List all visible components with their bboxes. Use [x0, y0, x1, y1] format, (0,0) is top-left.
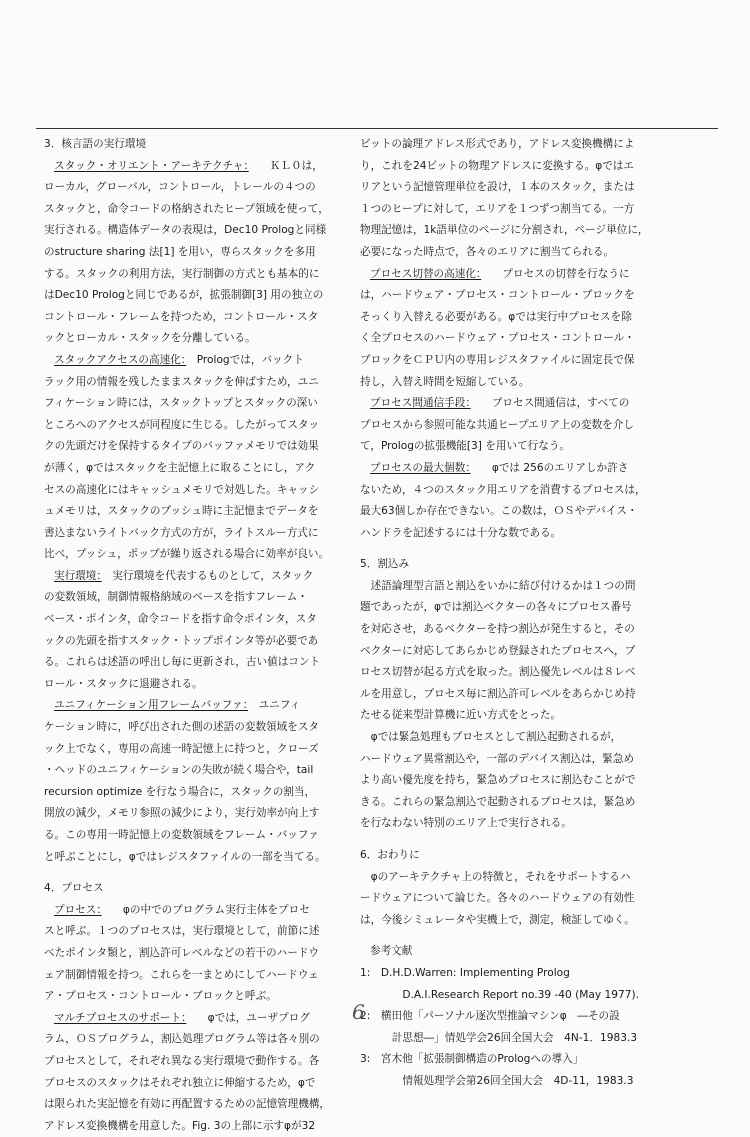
max-procs-lead-line: [360, 458, 680, 480]
body-line: ルを用意し，プロセス毎に割込許可レベルをあらかじめ持: [360, 687, 636, 700]
ipc-lead: プロセス間通信は，すべての: [491, 397, 630, 410]
body-line: ・ヘッドのユニフィケーションの失敗が続く場合や，tail: [44, 764, 314, 777]
body-line: 題であったが，φでは割込ベクターの各々にプロセス番号: [360, 601, 632, 614]
body-line: アドレス変換機構を用意した。Fig. 3の上部に示すφが32: [44, 1119, 316, 1132]
body-line: を行なわない特別のエリア上で実行される。: [360, 817, 572, 830]
body-line: はDec10 Prologと同じであるが，拡張制御[3] 用の独立の: [44, 289, 324, 302]
body-line: クの先頭だけを保持するタイプのバッファメモリでは効果: [44, 440, 319, 453]
body-line: 述語論理型言語と割込をいかに結び付けるかは１つの問: [360, 579, 636, 592]
body-line: リアという記憶管理単位を設け，１本のスタック，または: [360, 181, 635, 194]
max-procs-lead: φでは 256のエリアしか許さ: [491, 461, 629, 474]
unif-buffer-heading: ユニフィケーション用フレームバッファ：: [54, 699, 249, 712]
body-line: ェア制御情報を持つ。これらを一まとめにしてハードウェ: [44, 968, 319, 981]
body-line: 開放の減少，メモリ参照の減少により，実行効率が向上す: [44, 807, 320, 820]
body-line: ック上でなく，専用の高速一時記憶上に持つと，クローズ: [44, 742, 319, 755]
stack-access-lead-line: [44, 350, 349, 372]
body-line: ないため，４つのスタック用エリアを消費するプロセスは，: [360, 483, 646, 496]
body-line: 必要になった時点で，各々のエリアに割当てられる。: [360, 245, 615, 258]
body-line: は，ハードウェア・プロセス・コントロール・ブロックを: [360, 289, 635, 302]
body-line: ケーション時に，呼び出された側の述語の変数領域をスタ: [44, 721, 320, 734]
body-line: そっくり入替える必要がある。φでは実行中プロセスを除: [360, 310, 632, 323]
ipc-lead-line: [360, 393, 680, 415]
reference-line: 2: 横田他「パーソナル逐次型推論マシンφ ―その設: [360, 1010, 620, 1023]
body-line: と呼ぶことにし，φではレジスタファイルの一部を当てる。: [44, 850, 326, 863]
body-line: ードウェアについて論じた。各々のハードウェアの有効性: [360, 892, 635, 905]
body-line: る。この専用一時記憶上の変数領域をフレーム・バッファ: [44, 829, 319, 841]
body-line: て，Prologの拡張機能[3] を用いて行なう。: [360, 440, 571, 453]
body-line: ところへのアクセスが同程度に生じる。したがってスタッ: [44, 418, 320, 431]
body-line: 実行される。構造体データの表現は，Dec10 Prologと同様: [44, 224, 327, 237]
stack-arch-lead-line: [44, 156, 349, 178]
reference-line: 3: 宮木他「拡張制御構造のPrologへの導入」: [360, 1053, 584, 1066]
body-line: プロセスから参照可能な共通ヒープエリア上の変数を介し: [360, 418, 634, 431]
body-line: スタックと，命令コードの格納されたヒープ領域を使って，: [44, 202, 329, 215]
unif-buffer-lead: ユニフィ: [258, 699, 301, 712]
body-line: スと呼ぶ。１つのプロセスは，実行環境として，前節に述: [44, 925, 320, 938]
body-line: は，今後シミュレータや実機上で，測定，検証してゆく。: [360, 913, 635, 926]
stack-access-heading: スタックアクセスの高速化：: [54, 353, 187, 366]
body-line: ラック用の情報を残したままスタックを伸ばすため，ユニ: [44, 375, 319, 388]
right-column: [360, 134, 680, 1093]
multiprocess-lead: φでは，ユーザプログ: [207, 1011, 310, 1024]
process-lead: φの中でのプログラム実行主体をプロセ: [122, 903, 310, 916]
body-line: プロセスのスタックはそれぞれ独立に伸縮するため，φで: [44, 1076, 316, 1089]
body-line: 比べ，プッシュ，ポップが繰り返される場合に効率が良い。: [44, 548, 330, 561]
body-line: の変数領域，制御情報格納域のベースを指すフレーム・: [44, 591, 308, 604]
reference-line: 1: D.H.D.Warren: Implementing Prolog: [360, 966, 570, 979]
body-line: ローカル，グローバル，コントロール，トレールの４つの: [44, 181, 316, 194]
body-line: する。スタックの利用方法，実行制御の方式とも基本的に: [44, 267, 320, 280]
body-line: たせる従来型計算機に近い方式をとった。: [360, 709, 562, 722]
exec-env-lead: 実行環境を代表するものとして，スタック: [112, 569, 314, 582]
process-switch-heading: プロセス切替の高速化：: [370, 267, 482, 280]
body-line: ックの先頭を指すスタック・トップポインタ等が必要であ: [44, 634, 319, 647]
process-switch-lead: プロセスの切替を行なうに: [502, 267, 630, 280]
body-line: ビットの論理アドレス形式であり，アドレス変換機構によ: [360, 138, 635, 150]
body-line: く全プロセスのハードウェア・プロセス・コントロール・: [360, 332, 635, 345]
body-line: ア・プロセス・コントロール・ブロックと呼ぶ。: [44, 990, 277, 1003]
reference-line: 計思想―」情処学会26回全国大会 4N-1．1983.3: [360, 1031, 638, 1044]
page-number: 6: [352, 1000, 365, 1024]
body-line: コントロール・フレームを持つため，コントロール・スタ: [44, 310, 319, 323]
section-4-title: 4．プロセス: [44, 882, 104, 895]
body-line: べたポインタ類と，割込許可レベルなどの若干のハードウ: [44, 946, 320, 959]
body-line: る。これらは述語の呼出し毎に更新され，古い値はコント: [44, 656, 321, 669]
multiprocess-heading: マルチプロセスのサポート：: [54, 1011, 187, 1024]
left-column: [44, 134, 349, 1137]
body-line: ブロックをＣＰＵ内の専用レジスタファイルに固定長で保: [360, 353, 635, 366]
body-line: より高い優先度を持ち，緊急めプロセスに割込むことがで: [360, 774, 636, 787]
reference-line: 情報処理学会第26回全国大会 4D-11，1983.3: [360, 1074, 634, 1087]
stack-arch-lead: ＫＬ０は，: [269, 159, 323, 172]
references-title: 参考文献: [370, 945, 413, 958]
body-line: ュメモリは，スタックのプッシュ時に主記憶までデータを: [44, 505, 319, 518]
stack-arch-heading: スタック・オリエント・アーキテクチャ：: [54, 159, 249, 172]
body-line: きる。これらの緊急割込で起動されるプロセスは，緊急め: [360, 795, 636, 808]
body-line: recursion optimize を行なう場合に，スタックの割当，: [44, 785, 316, 798]
body-line: 物理記憶は，1k語単位のページに分割され，ページ単位に，: [360, 224, 649, 237]
body-line: ベース・ポインタ，命令コードを指す命令ポインタ，スタ: [44, 613, 317, 626]
body-line: ハードウェア異常割込や，一部のデバイス割込は，緊急め: [360, 752, 635, 765]
body-line: φでは緊急処理もプロセスとして割込起動されるが，: [360, 731, 622, 744]
body-line: ハンドラを記述するには十分な数である。: [360, 526, 562, 539]
unif-buffer-lead-line: [44, 695, 349, 717]
body-line: のstructure sharing 法[1] を用い，専らスタックを多用: [44, 245, 316, 258]
top-rule: [36, 128, 718, 129]
stack-access-lead: Prologでは，バックト: [196, 353, 304, 366]
body-line: ロセス切替が起る方式を取った。割込優先レベルは８レベ: [360, 666, 636, 679]
body-line: が薄く，φではスタックを主記憶上に取ることにし，アク: [44, 461, 316, 474]
exec-env-lead-line: [44, 566, 349, 588]
body-line: は限られた実記憶を有効に再配置するための記憶管理機構，: [44, 1098, 331, 1111]
body-line: ラム，ＯＳプログラム，割込処理プログラム等は各々別の: [44, 1033, 320, 1046]
process-lead-line: [44, 900, 349, 922]
body-line: 書込まないライトバック方式の方が，ライトスルー方式に: [44, 526, 319, 539]
body-line: ックとローカル・スタックを分離している。: [44, 332, 256, 345]
body-line: φのアーキテクチャ上の特徴と，それをサポートするハ: [360, 870, 631, 883]
body-line: 持し，入替え時間を短縮している。: [360, 375, 530, 388]
multiprocess-lead-line: [44, 1008, 349, 1030]
reference-line: D.A.I.Research Report no.39 -40 (May 1977).: [360, 988, 640, 1001]
body-line: ベクターに対応してあらかじめ登録されたプロセスへ，プ: [360, 644, 636, 657]
body-line: プロセスとして，それぞれ異なる実行環境で動作する。各: [44, 1054, 320, 1067]
max-procs-heading: プロセスの最大個数：: [370, 461, 471, 474]
body-line: り，これを24ビットの物理アドレスに変換する。φではエ: [360, 159, 634, 172]
body-line: １つのヒープに対して，エリアを１つずつ割当てる。一方: [360, 202, 635, 215]
process-heading: プロセス：: [54, 903, 102, 916]
ipc-heading: プロセス間通信手段：: [370, 397, 471, 410]
body-line: を対応させ，あるベクターを持つ割込が発生すると，その: [360, 623, 635, 636]
section-6-title: 6．おわりに: [360, 849, 420, 861]
body-line: フィケーション時には，スタックトップとスタックの深い: [44, 397, 318, 410]
body-line: 最大63個しか存在できない。この数は，ＯＳやデバイス・: [360, 505, 638, 518]
section-5-title: 5．割込み: [360, 558, 410, 571]
body-line: ロール・スタックに退避される。: [44, 677, 203, 690]
exec-env-heading: 実行環境：: [54, 569, 102, 582]
body-line: セスの高速化にはキャッシュメモリで対処した。キャッシ: [44, 483, 320, 496]
section-3-title: 3．核言語の実行環境: [44, 138, 147, 150]
process-switch-lead-line: [360, 264, 680, 286]
